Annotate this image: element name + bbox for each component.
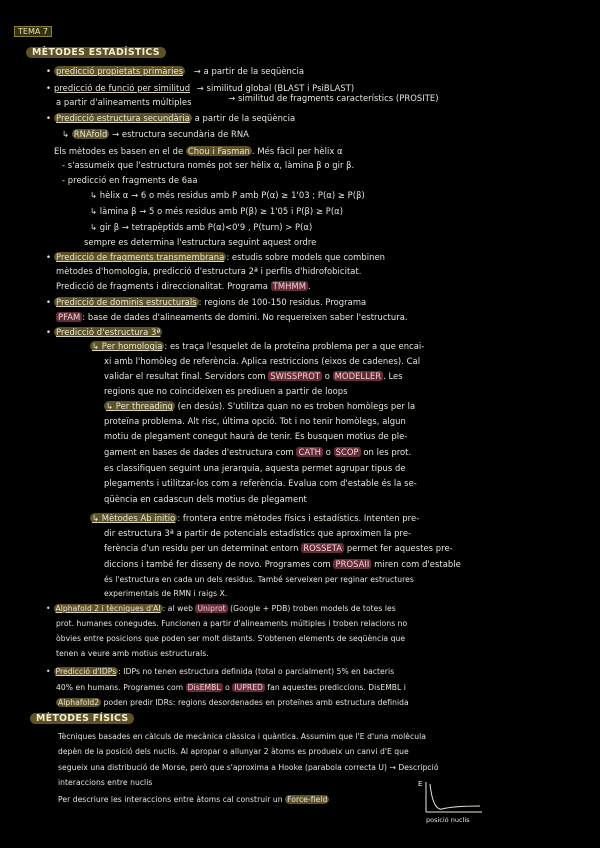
line-34: és l'estructura en cada un dels residus. També serveixen per reginar estructures — [104, 575, 414, 584]
line-33: diccions i també fer disseny de novo. Programes com PROSAII miren com d'estable — [104, 559, 461, 569]
morse-potential-sketch — [416, 776, 492, 826]
line-35: experimentals de RMN i raigs X. — [104, 589, 228, 598]
topic-tag: TEMA 7 — [14, 26, 52, 37]
line-22: regions que no coincideixen es prediuen a partir de loops — [104, 386, 348, 396]
line-8: - predicció en fragments de 6aa — [62, 175, 198, 185]
line-39: tenen a veure amb motius estructurals. — [56, 649, 209, 658]
potential-curve — [430, 784, 480, 809]
line-32: ferència d'un residu per un determinat entorn ROSSETA permet fer aquestes pre- — [104, 543, 453, 553]
heading-statistical-methods: MÈTODES ESTADÍSTICS — [26, 47, 166, 58]
line-13: • Predicció de fragments transmembrana : estudis sobre models que combinen — [46, 252, 386, 262]
line-38: òbvies entre posicions que poden ser molt distants. S'obtenen elements de seqüència que — [56, 634, 406, 643]
line-44: depèn de la posició dels nuclis. Al apropar o allunyar 2 àtoms es produeix un canvi d'E que — [58, 747, 409, 756]
line-25: motiu de plegament conegut haurà de tenir. Es busquen motius de ple- — [104, 431, 408, 441]
line-19: ↳ Per homologia : es traça l'esquelet de la proteïna problema per a que encai- — [92, 341, 425, 351]
line-43: Tècniques basades en càlculs de mecànica clàssica i quàntica. Assumim que l'E d'una molècula — [58, 732, 426, 741]
line-31: dir estructura 3ª a partir de potencials estadístics que aproximen la pre- — [104, 528, 412, 538]
line-21: validar el resultat final. Servidors com SWISSPROT o MODELLER . Les — [104, 371, 403, 381]
line-1: • predicció propietats primàries → a partir de la seqüència — [46, 66, 305, 76]
line-24: proteïna problema. Alt risc, última opció. Tot i no tenir homòlegs, algun — [104, 416, 406, 426]
line-3: a partir d'alineaments múltiples → similitud de fragments característics (PROSITE) — [56, 93, 439, 107]
line-4: • Predicció estructura secundària a partir de la seqüència — [46, 113, 296, 123]
line-28: plegaments i utilitzar-los com a referència. Evalua com d'estable és la se- — [104, 478, 417, 488]
line-18: • Predicció d'estructura 3ª — [46, 327, 161, 337]
line-11: ↳ gir β → tetrapèptids amb P(α)<0'9 , P(turn) > P(α) — [90, 222, 313, 232]
line-41: 40% en humans. Programes com DisEMBL o IUPRED fan aquestes prediccions. DisEMBL i — [56, 683, 406, 692]
line-40: • Predicció d'IDPs : IDPs no tenen estructura definida (total o parcialment) 5% en bacteris — [46, 667, 395, 676]
line-14: mètodes d'homologia, predicció d'estructura 2ª i perfils d'hidrofobicitat. — [56, 266, 362, 276]
line-12: sempre es determina l'estructura seguint aquest ordre — [84, 237, 317, 247]
line-30: ↳ Mètodes Ab initio : frontera entre mètodes físics i estadístics. Intenten pre- — [92, 513, 420, 523]
line-36: • Alphafold 2 i tècniques d'AI : al web Uniprot (Google + PDB) troben models de totes les — [46, 604, 396, 613]
line-46: interaccions entre nuclis — [58, 778, 153, 787]
heading-physical-methods: MÈTODES FÍSICS — [30, 713, 134, 724]
line-29: qüència en cadascun dels motius de plegament — [104, 494, 307, 504]
line-37: prot. humanes conegudes. Funcionen a partir d'alineaments múltiples i troben relacions no — [56, 619, 408, 628]
line-45: segueix una distribució de Morse, però que s'aproxima a Hooke (parabola correcta U) → Descripció — [58, 763, 439, 772]
line-15: Predicció de fragments i direccionalitat. Programa TMHMM . — [56, 281, 311, 291]
line-42: Alphafold2 poden predir IDRs: regions desordenades en proteïnes amb estructura definida — [58, 698, 409, 707]
line-47: Per descriure les interaccions entre àtoms cal construir un Force-field — [58, 795, 328, 804]
line-26: gament en bases de dades d'estructura com CATH o SCOP on les prot. — [104, 447, 412, 457]
line-16: • Predicció de dominis estructurals : regions de 100-150 residus. Programa — [46, 297, 367, 307]
line-9: ↳ hèlix α → 6 o més residus amb P amb P(α) ≥ 1'03 ; P(α) ≥ P(β) — [90, 190, 365, 200]
line-2: • predicció de funció per similitud → similitud global (BLAST i PsiBLAST) — [46, 83, 355, 93]
line-27: es classifiquen seguint una jerarquia, aquesta permet agrupar tipus de — [104, 463, 406, 473]
line-10: ↳ làmina β → 5 o més residus amb P(β) ≥ 1'05 i P(β) ≥ P(α) — [90, 206, 344, 216]
line-5: ↳ RNAfold → estructura secundària de RNA — [62, 129, 249, 139]
line-23: ↳ Per threading (en desús). S'utilitza quan no es troben homòlegs per la — [106, 401, 416, 411]
graph-y-label: E — [418, 780, 423, 788]
line-17: PFAM : base de dades d'alineaments de domini. No requereixen saber l'estructura. — [58, 312, 408, 322]
line-20: xi amb l'homòleg de referència. Aplica restriccions (eixos de cadenes). Cal — [104, 356, 421, 366]
line-7: - s'assumeix que l'estructura només pot ser hèlix α, làmina β o gir β. — [62, 160, 355, 170]
graph-x-label: posició nuclis — [426, 816, 470, 824]
line-6: Els mètodes es basen en el de Chou i Fasman . Més fàcil per hèlix α — [54, 146, 343, 156]
